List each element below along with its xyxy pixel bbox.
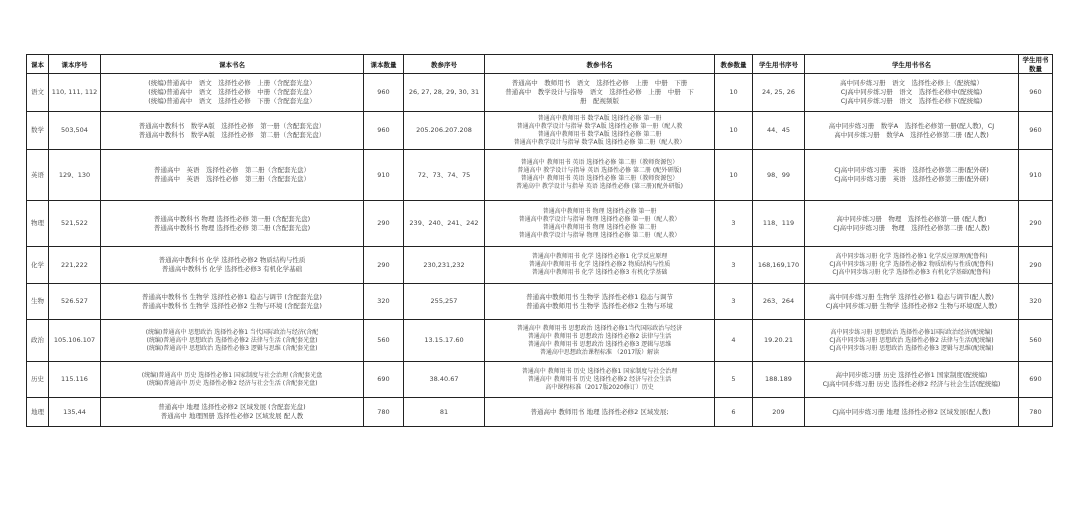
subject-cell: 地理 bbox=[27, 398, 49, 427]
textbook-qty-cell: 910 bbox=[364, 150, 404, 201]
textbook-names-cell bbox=[101, 362, 364, 398]
subject-cell: 化学 bbox=[27, 247, 49, 284]
teacher-ref-names-cell bbox=[485, 112, 715, 150]
table-row bbox=[27, 320, 1053, 362]
subject-cell: 英语 bbox=[27, 150, 49, 201]
header-cell: 课本数量 bbox=[364, 55, 404, 74]
teacher-ref-name: 普通高中教师用书 化学 选择性必修3 有机化学基础 bbox=[531, 269, 668, 276]
textbook-name: (统编)普通高中 语文 选择性必修 中册（含配套光盘） bbox=[148, 88, 316, 96]
teacher-ref-qty-cell: 10 bbox=[715, 74, 753, 112]
teacher-ref-name: 普通高中教学设计与指导 物理 选择性必修 第一册（配人教） bbox=[518, 215, 681, 223]
teacher-ref-name: 普通高中 教师用书 地理 选择性必修2 区域发展; bbox=[530, 407, 669, 416]
student-book-qty-cell: 560 bbox=[1019, 320, 1053, 362]
teacher-ref-names-cell bbox=[485, 150, 715, 201]
teacher-ref-names-cell bbox=[485, 320, 715, 362]
textbook-name: (统编)普通高中 思想政治 选择性必修1 当代国际政治与经济(含配 bbox=[145, 328, 319, 336]
header-row bbox=[27, 55, 1053, 74]
teacher-ref-names-cell bbox=[485, 74, 715, 112]
textbook-names-cell bbox=[101, 112, 364, 150]
textbook-no-cell: 526.527 bbox=[49, 284, 101, 320]
student-book-qty-cell: 320 bbox=[1019, 284, 1053, 320]
student-book-name: CJ高中同步练习册 化学 选择性必修2 物质结构与性质(配鲁科) bbox=[829, 261, 994, 268]
teacher-ref-no-cell: 26, 27, 28, 29, 30, 31 bbox=[404, 74, 485, 112]
textbook-no-cell: 135,44 bbox=[49, 398, 101, 427]
textbook-name: (统编)普通高中 语文 选择性必修 上册（含配套光盘） bbox=[148, 79, 316, 87]
textbook-names-cell bbox=[101, 150, 364, 201]
teacher-ref-no-cell: 72、73、74、75 bbox=[404, 150, 485, 201]
textbook-qty-cell: 780 bbox=[364, 398, 404, 427]
student-book-qty-cell: 290 bbox=[1019, 201, 1053, 247]
textbook-name: (统编)普通高中 历史 选择性必修1 国家制度与社会治理 (含配套光盘 bbox=[141, 371, 323, 379]
student-book-no-cell: 24, 25, 26 bbox=[753, 74, 805, 112]
student-book-qty-cell: 690 bbox=[1019, 362, 1053, 398]
textbook-name: 普通高中教科书 化学 选择性必修3 有机化学基础 bbox=[161, 265, 303, 273]
student-book-no-cell: 209 bbox=[753, 398, 805, 427]
teacher-ref-name: 普通高中教学设计与指导 物理 选择性必修 第二册（配人教） bbox=[518, 231, 681, 239]
teacher-ref-name: 普通高中教师用书 化学 选择性必修2 物质结构与性质 bbox=[528, 261, 671, 268]
student-book-qty-cell: 960 bbox=[1019, 112, 1053, 150]
student-book-name: CJ高中同步练习册 语文 选择性必修下(配统编) bbox=[840, 97, 983, 105]
student-book-name: CJ高中同步练习册 生物学 选择性必修2 生物与环境(配人教) bbox=[825, 301, 998, 310]
textbook-no-cell: 115.116 bbox=[49, 362, 101, 398]
teacher-ref-name: 普通高中教师用书 物理 选择性必修 第二册 bbox=[542, 223, 657, 231]
student-book-name: CJ高中同步练习册 语文 选择性必修中(配统编) bbox=[840, 88, 983, 96]
textbook-qty-cell: 290 bbox=[364, 201, 404, 247]
teacher-ref-qty-cell: 3 bbox=[715, 201, 753, 247]
textbook-names-cell bbox=[101, 398, 364, 427]
textbook-names-cell bbox=[101, 74, 364, 112]
textbook-name: 普通高中教科书 生物学 选择性必修2 生物与环境 (含配套光盘) bbox=[142, 301, 322, 310]
textbook-name: 普通高中 英语 选择性必修 第二册（含配套光盘） bbox=[154, 166, 310, 174]
teacher-ref-no-cell: 255,257 bbox=[404, 284, 485, 320]
header-cell: 教参书名 bbox=[485, 55, 715, 74]
student-book-name: 高中同步练习册 思想政治 选择性必修1国际政治经济(配统编) bbox=[830, 328, 993, 336]
student-book-qty-cell: 960 bbox=[1019, 74, 1053, 112]
textbook-qty-cell: 960 bbox=[364, 112, 404, 150]
textbook-name: 普通高中教科书 化学 选择性必修2 物质结构与性质 bbox=[158, 256, 306, 264]
teacher-ref-name: 普通高中 教学设计与指导 英语 选择性必修 第二册 (配外研版) bbox=[517, 167, 682, 174]
student-book-qty-cell: 780 bbox=[1019, 398, 1053, 427]
teacher-ref-name: 普通高中 教师用书 语文 选择性必修 上册 中册 下册 bbox=[511, 79, 688, 87]
student-book-name: CJ高中同步练习册 英语 选择性必修第二册(配外研) bbox=[834, 166, 989, 174]
textbook-name: 普通高中教科书 生物学 选择性必修1 稳态与调节 (含配套光盘) bbox=[142, 292, 322, 301]
header-cell: 学生用书数量 bbox=[1019, 55, 1053, 74]
textbook-no-cell: 110, 111, 112 bbox=[49, 74, 101, 112]
student-book-name: CJ高中同步练习册 英语 选择性必修第三册(配外研) bbox=[834, 175, 989, 183]
student-book-name: 高中同步练习册 生物学 选择性必修1 稳态与调节(配人教) bbox=[829, 292, 994, 301]
textbook-name: 普通高中教科书 数学A版 选择性必修 第二册（含配套光盘） bbox=[138, 130, 326, 139]
student-book-name: CJ高中同步练习册 思想政治 选择性必修2 法律与生活(配统编) bbox=[829, 336, 994, 344]
textbook-names-cell bbox=[101, 320, 364, 362]
teacher-ref-name: 普通高中教师用书 数学A版 选择性必修 第一册 bbox=[537, 114, 662, 122]
teacher-ref-name: 普通高中教师用书 生物学 选择性必修2 生物与环境 bbox=[526, 301, 673, 310]
student-book-no-cell: 118、119 bbox=[753, 201, 805, 247]
textbook-name: 普通高中 地理 选择性必修2 区域发展 (含配套光盘) bbox=[158, 403, 306, 411]
table-row bbox=[27, 150, 1053, 201]
student-book-no-cell: 44、45 bbox=[753, 112, 805, 150]
student-book-name: CJ高中同步练习册 地理 选择性必修2 区域发展(配人教) bbox=[832, 407, 991, 416]
table-row bbox=[27, 112, 1053, 150]
teacher-ref-names-cell bbox=[485, 247, 715, 284]
textbook-qty-cell: 290 bbox=[364, 247, 404, 284]
teacher-ref-name: 普通高中教师用书 生物学 选择性必修1 稳态与调节 bbox=[526, 292, 673, 301]
teacher-ref-name: 普通高中 教师用书 思想政治 选择性必修3 逻辑与思维 bbox=[527, 340, 672, 348]
subject-cell: 政治 bbox=[27, 320, 49, 362]
subject-cell: 历史 bbox=[27, 362, 49, 398]
textbook-qty-cell: 690 bbox=[364, 362, 404, 398]
student-book-no-cell: 263、264 bbox=[753, 284, 805, 320]
teacher-ref-name: 普通高中教师用书 化学 选择性必修1 化学反应原理 bbox=[531, 253, 668, 260]
textbook-name: (统编)普通高中 语文 选择性必修 下册（含配套光盘） bbox=[148, 97, 316, 105]
teacher-ref-name: 普通高中 教师用书 英语 选择性必修 第三册（教师资源包） bbox=[520, 175, 679, 182]
student-book-names-cell bbox=[805, 362, 1019, 398]
header-cell: 课本 bbox=[27, 55, 49, 74]
teacher-ref-qty-cell: 10 bbox=[715, 112, 753, 150]
teacher-ref-no-cell: 13.15.17.60 bbox=[404, 320, 485, 362]
teacher-ref-names-cell bbox=[485, 398, 715, 427]
teacher-ref-name: 普通高中 教学设计与指导 英语 选择性必修 (第三册)(配外研版) bbox=[516, 183, 683, 190]
table-row bbox=[27, 284, 1053, 320]
student-book-no-cell: 168,169,170 bbox=[753, 247, 805, 284]
teacher-ref-no-cell: 239、240、241、242 bbox=[404, 201, 485, 247]
student-book-name: 高中同步练习册 语文 选择性必修上（配统编） bbox=[840, 79, 983, 87]
header-cell: 学生用书序号 bbox=[753, 55, 805, 74]
teacher-ref-name: 普通高中 教师用书 英语 选择性必修 第二册（教师资源包） bbox=[520, 159, 679, 166]
student-book-name: CJ高中同步练习册 物理 选择性必修第二册 (配人教) bbox=[833, 223, 990, 232]
textbook-name: 普通高中教科书 数学A版 选择性必修 第一册（含配套光盘） bbox=[138, 121, 326, 130]
teacher-ref-no-cell: 38.40.67 bbox=[404, 362, 485, 398]
textbook-no-cell: 521,522 bbox=[49, 201, 101, 247]
textbook-qty-cell: 560 bbox=[364, 320, 404, 362]
header-cell: 课本序号 bbox=[49, 55, 101, 74]
header-cell: 教参数量 bbox=[715, 55, 753, 74]
student-book-name: CJ高中同步练习册 思想政治 选择性必修3 逻辑与思维(配统编) bbox=[829, 344, 994, 352]
student-book-names-cell bbox=[805, 247, 1019, 284]
teacher-ref-name: 普通高中教师用书 物理 选择性必修 第一册 bbox=[542, 207, 657, 215]
textbook-name: (统编)普通高中 历史 选择性必修2 经济与社会生活 (含配套光盘) bbox=[146, 379, 318, 387]
teacher-ref-name: 普通高中 教师用书 思想政治 选择性必修2 法律与生活 bbox=[527, 332, 672, 340]
table-row bbox=[27, 247, 1053, 284]
teacher-ref-names-cell bbox=[485, 284, 715, 320]
teacher-ref-name: 普通高中 教学设计与指导 语文 选择性必修 上册 中册 下 bbox=[505, 88, 694, 96]
subject-cell: 数学 bbox=[27, 112, 49, 150]
teacher-ref-qty-cell: 3 bbox=[715, 247, 753, 284]
teacher-ref-qty-cell: 6 bbox=[715, 398, 753, 427]
textbook-name: (统编)普通高中 思想政治 选择性必修3 逻辑与思维 (含配套光盘) bbox=[146, 344, 318, 352]
teacher-ref-no-cell: 230,231,232 bbox=[404, 247, 485, 284]
teacher-ref-name: 普通高中教师用书 数学A版 选择性必修 第二册 bbox=[537, 130, 662, 138]
textbook-names-cell bbox=[101, 247, 364, 284]
student-book-names-cell bbox=[805, 201, 1019, 247]
teacher-ref-name: 普通高中教学设计与指导 数学A版 选择性必修 第一册（配人教 bbox=[516, 122, 683, 130]
header-cell: 课本书名 bbox=[101, 55, 364, 74]
textbook-name: 普通高中教科书 物理 选择性必修 第二册 (含配套光盘) bbox=[153, 223, 311, 232]
subject-cell: 生物 bbox=[27, 284, 49, 320]
table-row bbox=[27, 74, 1053, 112]
student-book-names-cell bbox=[805, 150, 1019, 201]
student-book-names-cell bbox=[805, 112, 1019, 150]
table-row bbox=[27, 398, 1053, 427]
student-book-name: CJ高中同步练习册 历史 选择性必修2 经济与社会生活(配统编) bbox=[822, 379, 1001, 388]
textbook-name: 普通高中 地理图册 选择性必修2 区域发展 配人教 bbox=[160, 412, 304, 420]
textbook-names-cell bbox=[101, 201, 364, 247]
student-book-names-cell bbox=[805, 320, 1019, 362]
teacher-ref-name: 普通高中教学设计与指导 数学A版 选择性必修 第二册（配人教） bbox=[513, 138, 686, 146]
textbook-names-cell bbox=[101, 284, 364, 320]
textbook-name: 普通高中 英语 选择性必修 第三册（含配套光盘） bbox=[154, 175, 310, 183]
student-book-qty-cell: 910 bbox=[1019, 150, 1053, 201]
teacher-ref-name: 高中课程标准（2017版2020修订）历史 bbox=[545, 383, 654, 391]
textbook-no-cell: 221,222 bbox=[49, 247, 101, 284]
teacher-ref-no-cell: 205.206.207.208 bbox=[404, 112, 485, 150]
teacher-ref-qty-cell: 4 bbox=[715, 320, 753, 362]
textbook-no-cell: 129、130 bbox=[49, 150, 101, 201]
teacher-ref-name: 普通高中 教师用书 思想政治 选择性必修1当代国际政治与经济 bbox=[516, 324, 683, 332]
teacher-ref-name: 普通高中 教师用书 历史 选择性必修2 经济与社会生活 bbox=[527, 375, 672, 383]
student-book-qty-cell: 290 bbox=[1019, 247, 1053, 284]
student-book-names-cell bbox=[805, 74, 1019, 112]
textbook-no-cell: 105.106.107 bbox=[49, 320, 101, 362]
student-book-name: 高中同步练习册 物理 选择性必修第一册 (配人教) bbox=[836, 214, 987, 223]
teacher-ref-name: 普通高中 教师用书 历史 选择性必修1 国家制度与社会治理 bbox=[521, 367, 678, 375]
student-book-name: CJ高中同步练习册 化学 选择性必修3 有机化学基础(配鲁科) bbox=[832, 269, 991, 276]
textbook-qty-cell: 320 bbox=[364, 284, 404, 320]
teacher-ref-names-cell bbox=[485, 201, 715, 247]
student-book-name: 高中同步练习册 数学A 选择性必修第二册 (配人教) bbox=[834, 130, 989, 139]
textbook-order-table bbox=[26, 54, 1053, 427]
textbook-qty-cell: 960 bbox=[364, 74, 404, 112]
student-book-name: 高中同步练习册 数学A 选择性必修第一册(配人教)，CJ bbox=[828, 121, 995, 130]
student-book-no-cell: 188.189 bbox=[753, 362, 805, 398]
subject-cell: 物理 bbox=[27, 201, 49, 247]
student-book-no-cell: 98、99 bbox=[753, 150, 805, 201]
student-book-names-cell bbox=[805, 284, 1019, 320]
student-book-name: 高中同步练习册 历史 选择性必修1 国家制度(配统编) bbox=[835, 370, 988, 379]
teacher-ref-no-cell: 81 bbox=[404, 398, 485, 427]
textbook-no-cell: 503,504 bbox=[49, 112, 101, 150]
student-book-name: 高中同步练习册 化学 选择性必修1 化学反应原理(配鲁科) bbox=[835, 253, 988, 260]
student-book-names-cell bbox=[805, 398, 1019, 427]
subject-cell: 语文 bbox=[27, 74, 49, 112]
student-book-no-cell: 19.20.21 bbox=[753, 320, 805, 362]
teacher-ref-qty-cell: 5 bbox=[715, 362, 753, 398]
textbook-name: 普通高中教科书 物理 选择性必修 第一册 (含配套光盘) bbox=[153, 214, 311, 223]
header-cell: 学生用书书名 bbox=[805, 55, 1019, 74]
table-row bbox=[27, 362, 1053, 398]
teacher-ref-qty-cell: 3 bbox=[715, 284, 753, 320]
teacher-ref-name: 册 配视频版 bbox=[580, 97, 619, 105]
teacher-ref-names-cell bbox=[485, 362, 715, 398]
textbook-name: (统编)普通高中 思想政治 选择性必修2 法律与生活 (含配套光盘) bbox=[146, 336, 318, 344]
teacher-ref-name: 普通高中思想政治课程标准 （2017版）解读 bbox=[539, 348, 660, 356]
teacher-ref-qty-cell: 10 bbox=[715, 150, 753, 201]
table-row bbox=[27, 201, 1053, 247]
header-cell: 教参序号 bbox=[404, 55, 485, 74]
